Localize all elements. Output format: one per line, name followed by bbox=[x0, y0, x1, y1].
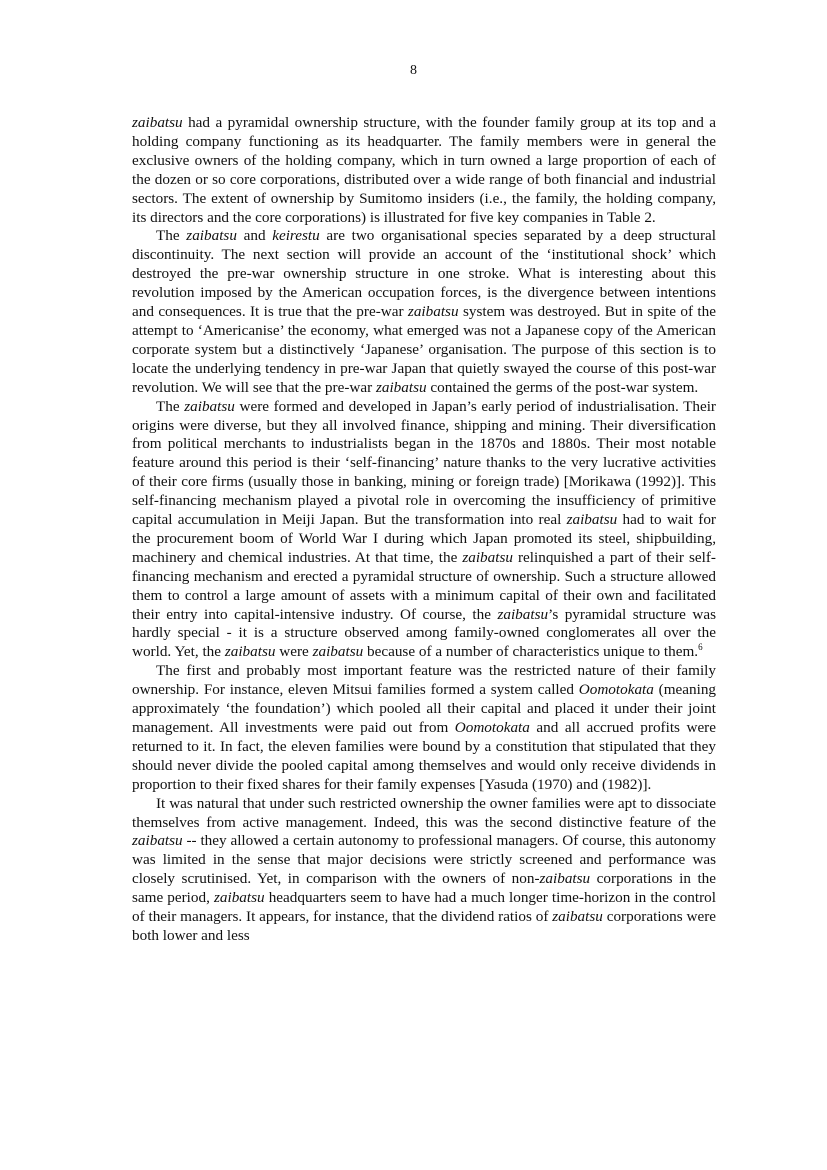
body-text bbox=[132, 114, 716, 946]
italic-term: zaibatsu bbox=[462, 548, 513, 566]
text-run: and all accrued profits were returned to it. In fact, the eleven families were bound by a constitution that stipulated that they should never divide the pooled capital among themselves and would only receive dividends in proportion to their fixed shares for their family expenses [Yasuda (1970) and (1982)]. bbox=[132, 719, 716, 793]
italic-term: zaibatsu bbox=[539, 870, 591, 888]
italic-term: Oomotokata bbox=[454, 719, 530, 736]
italic-term: zaibatsu bbox=[132, 832, 183, 850]
italic-term: keirestu bbox=[272, 227, 320, 245]
text-run: The first and probably most important feature was the restricted nature of their family ownership. For instance, eleven Mitsui families formed a system called bbox=[132, 662, 716, 699]
text-run: system was destroyed. But in spite of the attempt to ‘Americanise’ the economy, what emerged was not a Japanese copy of the American corporate system but a distinctively ‘Japanese’ organisation. The purpose of this section is to locate the underlying tendency in pre-war Japan that quietly swayed the course of this post-war revolution. We will see that the pre-war bbox=[132, 303, 716, 396]
italic-term: zaibatsu bbox=[213, 889, 265, 907]
text-run: and bbox=[236, 227, 273, 245]
italic-term: zaibatsu bbox=[566, 511, 618, 529]
italic-term: zaibatsu bbox=[497, 605, 549, 623]
paragraph-5 bbox=[132, 795, 716, 946]
footnote-marker: 6 bbox=[698, 642, 703, 653]
text-run: The bbox=[156, 227, 187, 245]
text-run: corporations were both lower and less bbox=[132, 908, 716, 944]
paragraph-2 bbox=[132, 227, 716, 397]
text-run: because of a number of characteristics unique to them. bbox=[363, 643, 699, 661]
text-run: are two organisational species separated by a deep structural discontinuity. The next section will provide an account of the ‘institutional shock’ which destroyed the pre-war ownership structure in one stroke. What is interesting about this revolution imposed by the American occupation forces, is the divergence between intentions and consequences. It is true that the pre-war bbox=[132, 227, 717, 321]
text-run: The bbox=[156, 397, 185, 415]
text-run: -- they allowed a certain autonomy to professional managers. Of course, this autonomy was limited in the sense that major decisions were strictly screened and performance was closely scrutinised. Yet, in comparison with the owners of non- bbox=[132, 832, 716, 888]
italic-term: zaibatsu bbox=[132, 114, 183, 131]
paragraph-1 bbox=[132, 114, 716, 227]
italic-term: zaibatsu bbox=[184, 397, 235, 415]
italic-term: zaibatsu bbox=[224, 643, 276, 661]
italic-term: zaibatsu bbox=[407, 303, 459, 321]
italic-term: zaibatsu bbox=[552, 908, 603, 926]
paragraph-3 bbox=[132, 398, 716, 663]
text-run: corporations in the same period, bbox=[132, 870, 716, 907]
text-run: headquarters seem to have had a much longer time-horizon in the control of their managers. It appears, for instance, that the dividend ratios of bbox=[132, 889, 716, 926]
paragraph-4 bbox=[132, 662, 716, 794]
italic-term: zaibatsu bbox=[375, 378, 427, 396]
text-run: had to wait for the procurement boom of World War I during which Japan promoted its steel, shipbuilding, machinery and chemical industries. At that time, the bbox=[132, 511, 716, 566]
page-number: 8 bbox=[410, 63, 417, 78]
italic-term: zaibatsu bbox=[312, 643, 364, 661]
text-run: were bbox=[275, 643, 313, 661]
italic-term: Oomotokata bbox=[578, 681, 654, 699]
text-run: were formed and developed in Japan’s early period of industrialisation. Their origins were diverse, but they all involved finance, shipping and mining. Their diversification from political merchants to industrialists began in the 1870s and 1880s. Their most notable feature around this period is their ‘self-financing’ nature thanks to the very lucrative activities of their core firms (usually those in banking, mining or foreign trade) [Morikawa (1992)]. This self-financing mechanism played a pivotal role in overcoming the insufficiency of primitive capital accumulation in Meiji Japan. But the transformation into real bbox=[132, 397, 716, 529]
text-run: had a pyramidal ownership structure, with the founder family group at its top and a holding company functioning as its headquarter. The family members were in general the exclusive owners of the holding company, which in turn owned a large proportion of each of the dozen or so core corporations, distributed over a wide range of both financial and industrial sectors. The extent of ownership by Sumitomo insiders (i.e., the family, the holding company, its directors and the core corporations) is illustrated for five key companies in Table 2. bbox=[132, 114, 716, 226]
text-run: (meaning approximately ‘the foundation’) which pooled all their capital and placed it under their joint management. All investments were paid out from bbox=[132, 681, 717, 736]
text-run: It was natural that under such restricted ownership the owner families were apt to dissociate themselves from active management. Indeed, this was the second distinctive feature of the bbox=[132, 794, 716, 831]
text-run: contained the germs of the post-war system. bbox=[426, 378, 699, 396]
text-run: relinquished a part of their self-financing mechanism and erected a pyramidal structure of ownership. Such a structure allowed them to control a large amount of assets with a minimum capital of their own and facilitated their entry into capital-intensive industry. Of course, the bbox=[132, 548, 716, 623]
italic-term: zaibatsu bbox=[186, 227, 237, 245]
text-run: ’s pyramidal structure was hardly special - it is a structure observed among family-owned conglomerates all over the world. Yet, the bbox=[132, 605, 716, 661]
